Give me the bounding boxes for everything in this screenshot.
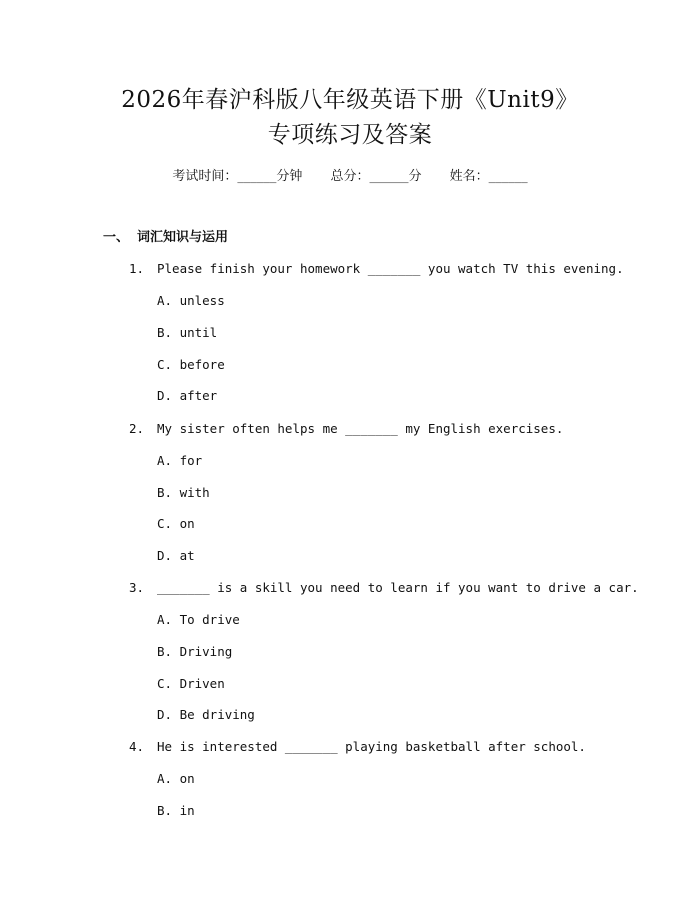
question-text: Please finish your homework _______ you watch TV this evening. xyxy=(157,261,624,276)
question-4 xyxy=(129,739,586,755)
document-title-line1: 2026年春沪科版八年级英语下册《Unit9》 xyxy=(121,87,579,113)
question-number: 3. xyxy=(129,580,145,595)
exam-score xyxy=(330,168,421,186)
option: C. before xyxy=(157,357,225,372)
exam-name-label: 姓名： xyxy=(449,169,489,184)
exam-score-unit: 分 xyxy=(408,169,422,184)
option: B. until xyxy=(157,325,218,340)
option: A. for xyxy=(157,453,203,468)
question-text: My sister often helps me _______ my English exercises. xyxy=(157,421,564,436)
section-number: 一、 xyxy=(103,230,130,245)
question-text: _______ is a skill you need to learn if you want to drive a car. xyxy=(157,580,639,595)
question-number: 2. xyxy=(129,421,145,436)
question-number: 1. xyxy=(129,261,145,276)
section-heading xyxy=(103,229,228,247)
option: A. on xyxy=(157,771,195,786)
exam-name xyxy=(450,168,528,186)
option: A. To drive xyxy=(157,612,240,627)
option: D. after xyxy=(157,388,218,403)
option: C. Driven xyxy=(157,676,225,691)
option: B. with xyxy=(157,485,210,500)
exam-score-blank: ______ xyxy=(369,169,409,184)
exam-time xyxy=(172,168,302,186)
document-title-line2: 专项练习及答案 xyxy=(267,122,433,148)
exam-score-label: 总分： xyxy=(330,169,370,184)
option: D. at xyxy=(157,548,195,563)
question-1 xyxy=(129,261,624,277)
option: D. Be driving xyxy=(157,707,255,722)
exam-time-blank: ______ xyxy=(237,169,277,184)
exam-time-unit: 分钟 xyxy=(276,169,303,184)
question-text: He is interested _______ playing basketball after school. xyxy=(157,739,586,754)
option: B. Driving xyxy=(157,644,233,659)
exam-info xyxy=(0,168,700,186)
question-2 xyxy=(129,421,563,437)
exam-name-blank: ______ xyxy=(488,169,528,184)
exam-time-label: 考试时间： xyxy=(172,169,238,184)
option: C. on xyxy=(157,516,195,531)
section-title: 词汇知识与运用 xyxy=(137,230,229,245)
question-number: 4. xyxy=(129,739,145,754)
option: B. in xyxy=(157,803,195,818)
option: A. unless xyxy=(157,293,225,308)
question-3 xyxy=(129,580,639,596)
